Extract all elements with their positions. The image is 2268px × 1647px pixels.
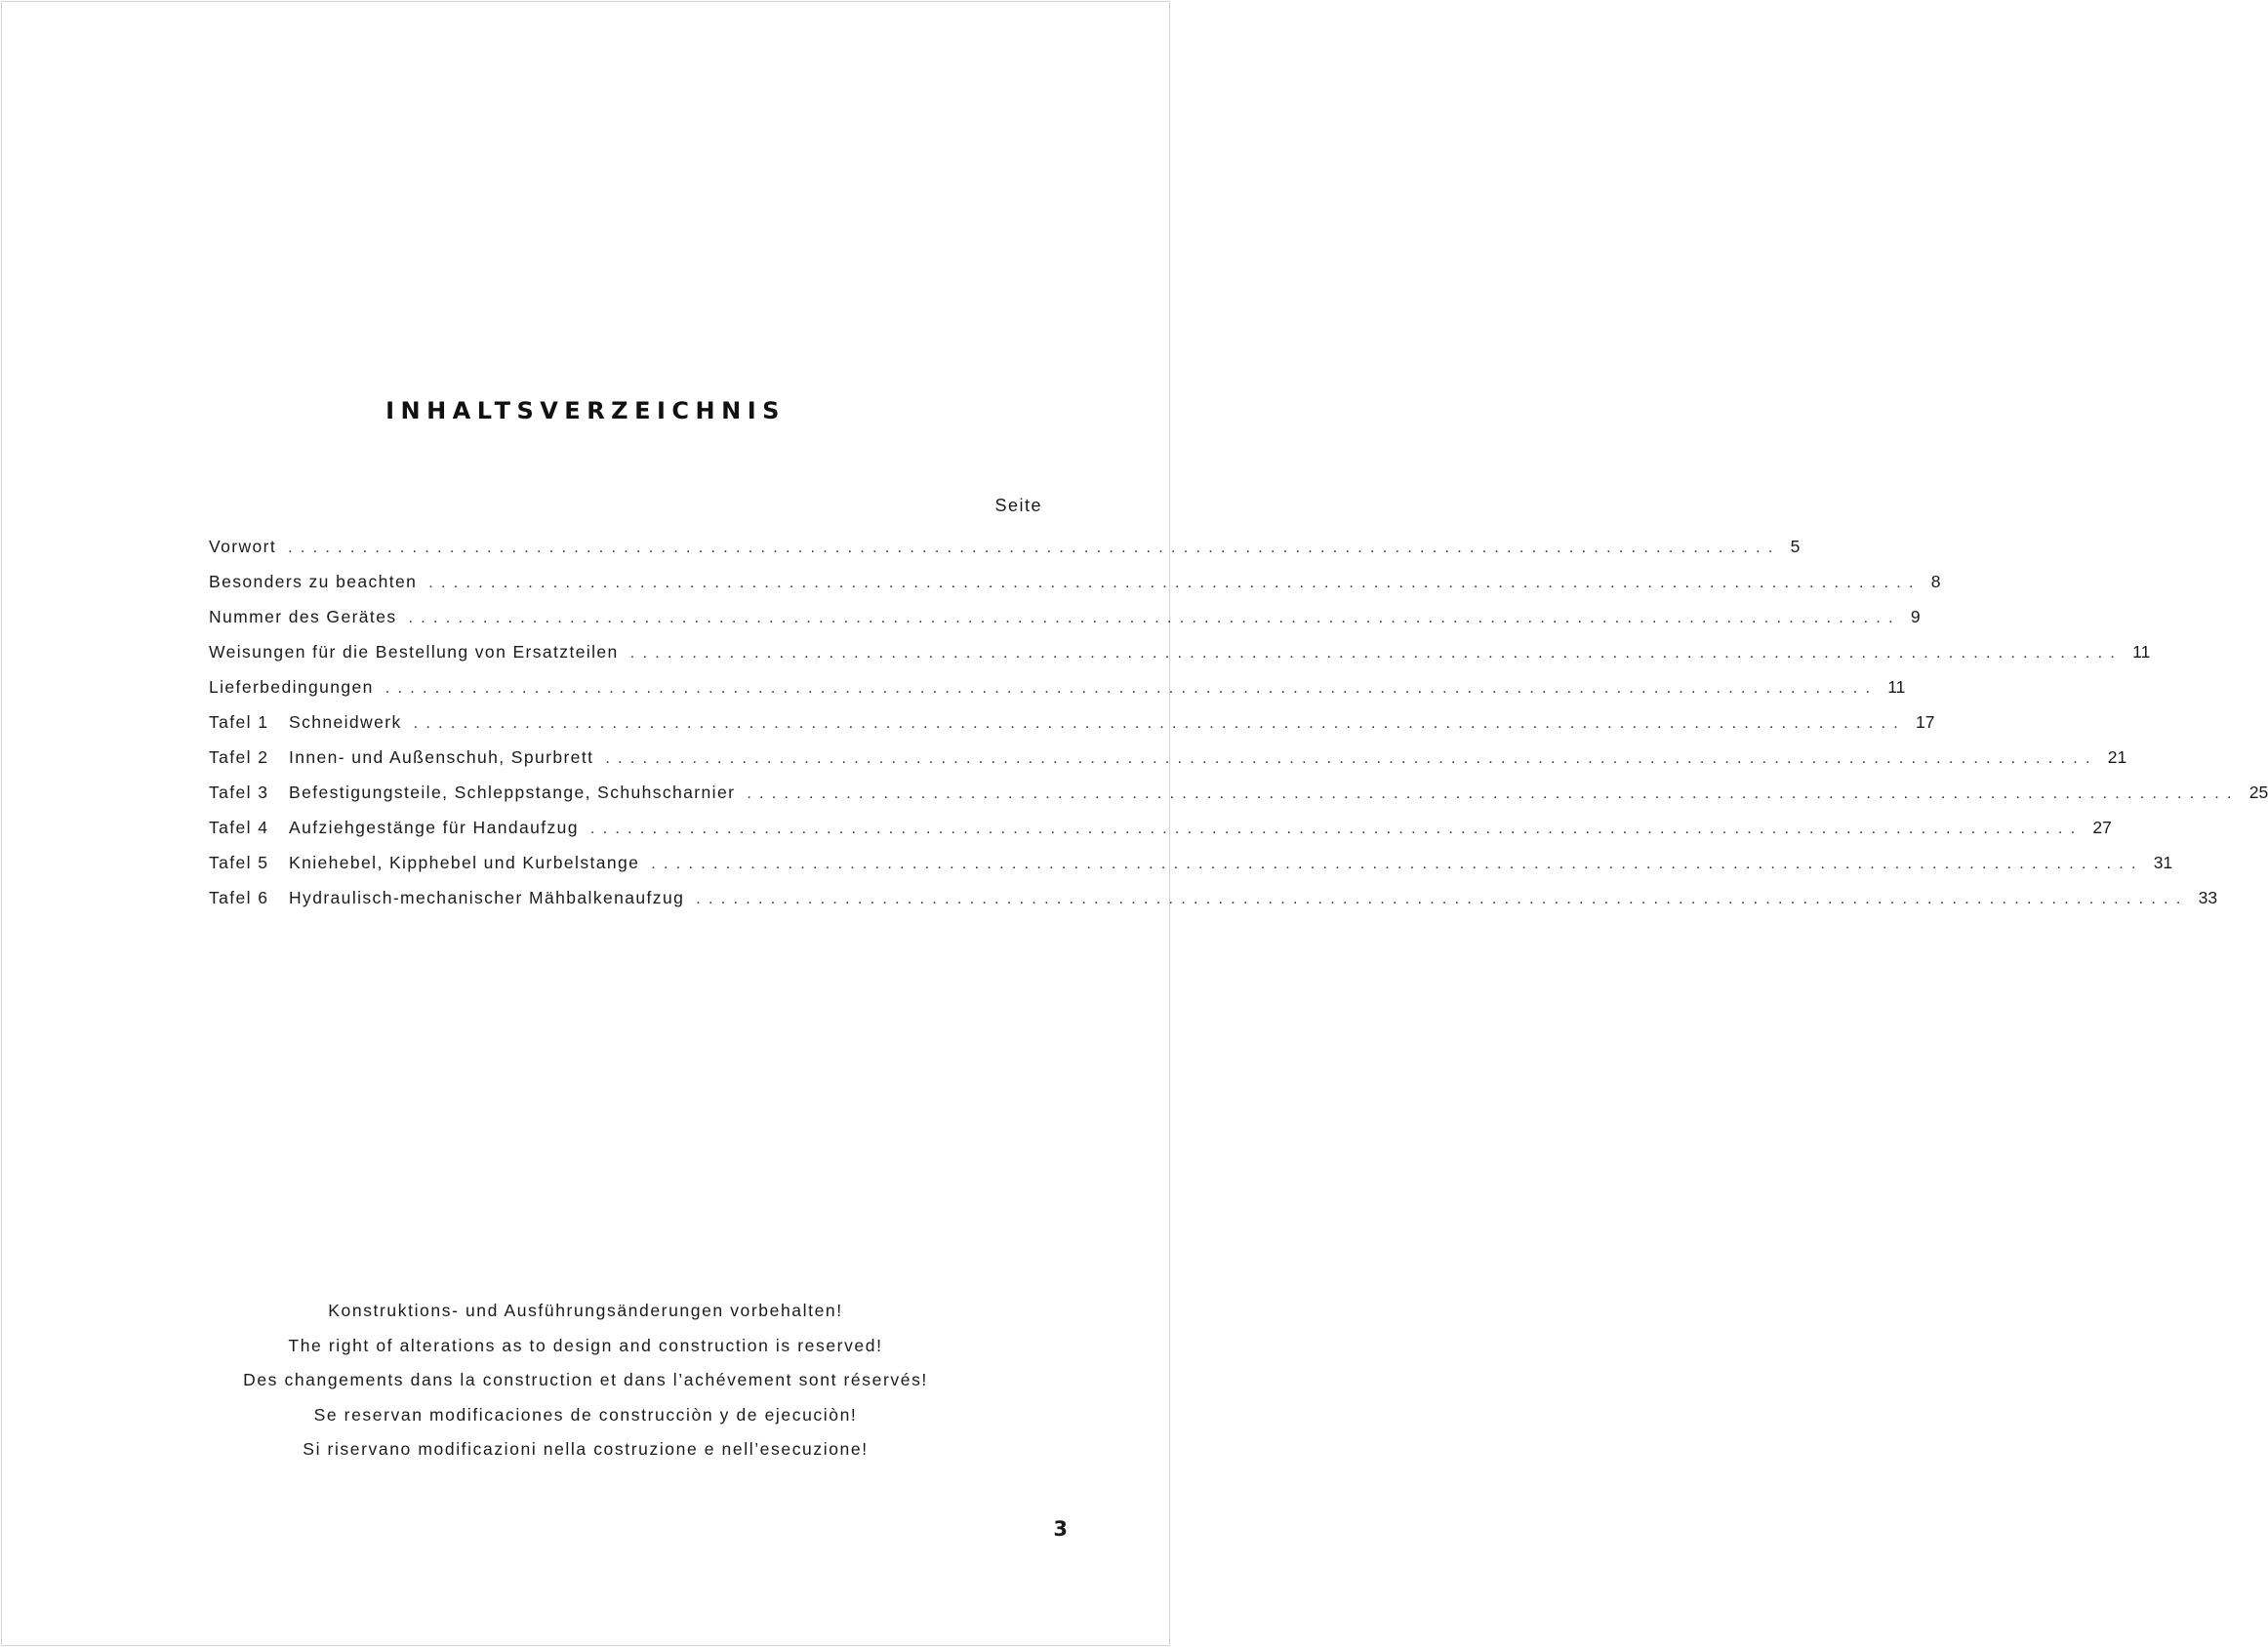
toc-label [209,677,374,698]
toc-title: Befestigungsteile, Schleppstange, Schuhscharnier [289,783,736,802]
toc-page-number: 8 [1930,572,1941,591]
toc-page-number: 17 [1916,712,1935,732]
toc-label [209,783,735,803]
toc-title: Schneidwerk [289,712,402,732]
toc-page-number: 11 [2132,642,2151,662]
toc-label [209,888,684,908]
page-number: 3 [1053,1517,1068,1541]
dot-leader: ........................................................................................................................ [385,680,1879,697]
dot-leader: ........................................................................................................................ [696,891,2189,907]
note-spanish: Se reservan modificaciones de construcciòn y de ejecuciòn! [313,1404,858,1425]
toc-title: Lieferbedingungen [209,677,374,697]
toc-page-number: 21 [2107,747,2127,767]
dot-leader: ........................................................................................................................ [428,575,1922,591]
toc-page-number: 27 [2092,818,2112,837]
toc-plate-number: Tafel 3 [209,783,269,802]
toc-entry [209,747,2127,783]
toc-plate-number: Tafel 1 [209,712,269,732]
dot-leader: ........................................................................................................................ [413,715,1907,732]
dot-leader: ........................................................................................................................ [629,645,2124,662]
toc-title: Kniehebel, Kipphebel und Kurbelstange [289,853,640,872]
toc-title: Nummer des Gerätes [209,607,397,626]
dot-leader: ........................................................................................................................ [288,540,1781,556]
toc-page-number: 9 [1910,607,1921,626]
toc-entry [209,607,1921,642]
note-italian: Si riservano modificazioni nella costruzione e nell’esecuzione! [303,1439,869,1460]
toc-page-number: 31 [2153,853,2173,872]
dot-leader: ........................................................................................................................ [605,750,2098,767]
toc-label [209,607,396,627]
toc-title: Vorwort [209,537,277,556]
table-of-contents [209,537,2268,923]
toc-plate-number: Tafel 6 [209,888,269,907]
reservation-notes [2,1294,1169,1467]
page-column-header: Seite [994,496,1042,515]
toc-plate-number: Tafel 2 [209,747,269,767]
dot-leader: ........................................................................................................................ [589,821,2084,837]
toc-label [209,747,593,768]
toc-plate-number: Tafel 4 [209,818,269,837]
page-title: INHALTSVERZEICHNIS [385,397,786,424]
toc-label [209,572,417,592]
toc-page-number: 25 [2248,783,2268,802]
toc-label [209,818,579,838]
toc-label [209,853,639,873]
toc-label [209,537,276,557]
dot-leader: ........................................................................................................................ [651,856,2144,872]
toc-title: Hydraulisch-mechanischer Mähbalkenaufzug [289,888,685,907]
toc-label [209,642,619,663]
toc-page-number: 33 [2198,888,2218,907]
toc-entry [209,572,1941,607]
toc-page-number: 5 [1790,537,1801,556]
toc-entry [209,712,1935,747]
toc-entry [209,642,2151,677]
toc-entry [209,853,2173,888]
toc-title: Innen- und Außenschuh, Spurbrett [289,747,594,767]
toc-title: Aufziehgestänge für Handaufzug [289,818,579,837]
toc-entry [209,677,1906,712]
note-english: The right of alterations as to design and construction is reserved! [288,1335,883,1355]
toc-entry [209,818,2112,853]
toc-title: Weisungen für die Bestellung von Ersatzteilen [209,642,619,662]
dot-leader: ........................................................................................................................ [408,610,1901,626]
document-page [1,1,2268,1646]
toc-label [209,712,402,733]
toc-entry [209,537,1801,572]
toc-title: Besonders zu beachten [209,572,418,591]
toc-entry [209,783,2268,818]
toc-entry [209,888,2218,923]
note-german: Konstruktions- und Ausführungsänderungen vorbehalten! [328,1301,843,1320]
toc-plate-number: Tafel 5 [209,853,269,872]
dot-leader: ........................................................................................................................ [747,785,2240,802]
note-french: Des changements dans la construction et dans l’achévement sont réservés! [243,1370,928,1390]
toc-page-number: 11 [1887,677,1906,697]
